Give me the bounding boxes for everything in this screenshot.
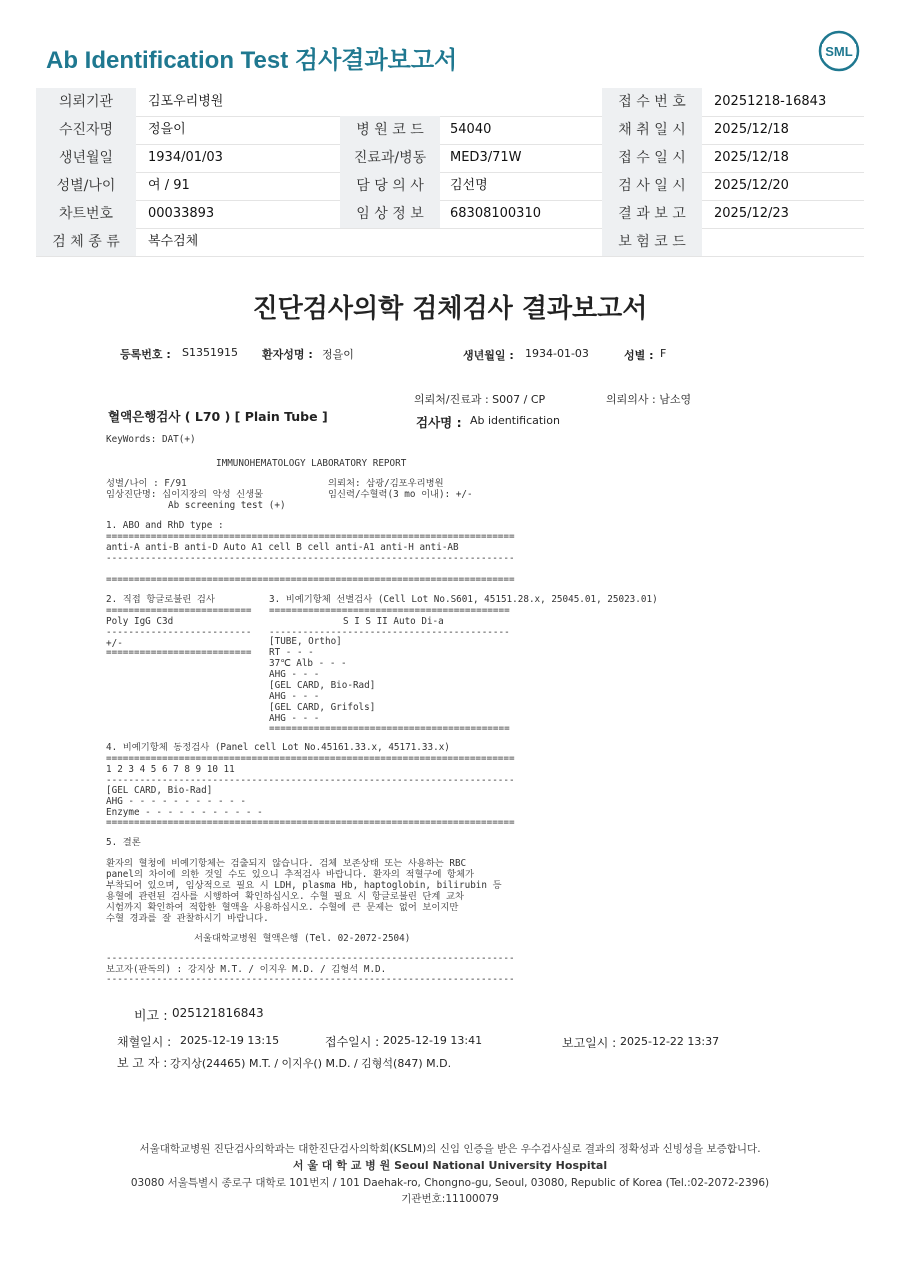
sec4-row: [GEL CARD, Bio-Rad] bbox=[106, 785, 213, 796]
footer-institution-no: 기관번호:11100079 bbox=[401, 1193, 499, 1205]
sec3-title: 3. 비예기항체 선별검사 (Cell Lot No.S601, 45151.28.x, 25045.01, 25023.01) bbox=[269, 594, 658, 605]
patient-label: 환자성명 : bbox=[262, 348, 313, 361]
sec5-title: 5. 결론 bbox=[106, 837, 141, 848]
label-clinical-info: 임 상 정 보 bbox=[340, 200, 440, 228]
pt-diagnosis: 임상진단명: 십이지장의 악성 신생물 bbox=[106, 489, 264, 500]
lab-report-title: IMMUNOHEMATOLOGY LABORATORY REPORT bbox=[216, 458, 407, 469]
label-receipt-no: 접 수 번 호 bbox=[602, 88, 702, 116]
footer-certification: 서울대학교병원 진단검사의학과는 대한진단검사의학회(KSLM)의 신임 인증을 받은 우수검사실로 결과의 정확성과 신빙성을 보증합니다. bbox=[139, 1143, 761, 1155]
sec5-line: 용혈에 관련된 검사를 시행하여 확인하십시오. 수혈 필요 시 항글로불린 단계 교차 bbox=[106, 891, 464, 902]
sec2-sep-eq: ========================== bbox=[106, 605, 252, 616]
report-date-label: 보고일시 : bbox=[562, 1036, 617, 1050]
label-chart-no: 차트번호 bbox=[36, 200, 136, 228]
reporter-sep-top: ------------------------------------------------------------------------- bbox=[106, 953, 515, 964]
dob-label: 생년월일 : bbox=[463, 349, 514, 362]
label-doctor: 담 당 의 사 bbox=[340, 172, 440, 200]
remark-label: 비고 : bbox=[134, 1009, 168, 1024]
dob-value: 1934-01-03 bbox=[525, 347, 589, 360]
collect-label: 채혈일시 : bbox=[117, 1035, 172, 1049]
label-test-date: 검 사 일 시 bbox=[602, 172, 702, 200]
sec1-cols: anti-A anti-B anti-D Auto A1 cell B cell anti-A1 anti-H anti-AB bbox=[106, 542, 459, 553]
dept-text: 의뢰처/진료과 : S007 / CP bbox=[414, 393, 546, 406]
value-insurance-code bbox=[706, 228, 714, 256]
label-patient-name: 수진자명 bbox=[36, 116, 136, 144]
value-receipt-no: 20251218-16843 bbox=[714, 94, 827, 109]
sec4-sep-dash: ------------------------------------------------------------------------- bbox=[106, 775, 515, 786]
page-title: Ab Identification Test 검사결과보고서 bbox=[46, 47, 458, 74]
label-collect-date: 채 취 일 시 bbox=[602, 116, 702, 144]
reporter-label: 보 고 자 : bbox=[117, 1056, 168, 1070]
keywords: KeyWords: DAT(+) bbox=[106, 434, 196, 445]
value-hospital-code: 54040 bbox=[450, 122, 492, 137]
sec4-sep-eq: ========================================================================= bbox=[106, 753, 515, 764]
value-dept: MED3/71W bbox=[450, 150, 522, 165]
sec3-row: [GEL CARD, Bio-Rad] bbox=[269, 680, 376, 691]
sec2-sep-end: ========================== bbox=[106, 647, 252, 658]
value-test-date: 2025/12/20 bbox=[714, 178, 789, 193]
value-clinical-info: 68308100310 bbox=[450, 206, 541, 221]
reporter-sep-bottom: ------------------------------------------------------------------------- bbox=[106, 974, 515, 985]
sec5-line: 환자의 혈청에 비예기항체는 검출되지 않습니다. 검체 보존상태 또는 사용하는 RBC bbox=[106, 858, 467, 869]
label-hospital-code: 병 원 코 드 bbox=[340, 116, 440, 144]
logo-text: SML bbox=[825, 44, 853, 59]
sec3-row: [TUBE, Ortho] bbox=[269, 636, 342, 647]
label-requester: 의뢰기관 bbox=[36, 88, 136, 116]
label-sex-age: 성별/나이 bbox=[36, 172, 136, 200]
reg-value: S1351915 bbox=[182, 346, 238, 359]
value-report-date: 2025/12/23 bbox=[714, 206, 789, 221]
report-title: 진단검사의학 검체검사 결과보고서 bbox=[252, 294, 648, 324]
pt-screening: Ab screening test (+) bbox=[168, 500, 286, 511]
sec2-value: +/- bbox=[106, 638, 123, 649]
value-specimen: 복수검체 bbox=[148, 234, 199, 249]
reg-label: 등록번호 : bbox=[120, 348, 171, 361]
sec3-cols: S I S II Auto Di-a bbox=[343, 616, 444, 627]
collect-value: 2025-12-19 13:15 bbox=[180, 1034, 280, 1047]
info-row bbox=[36, 228, 864, 257]
sec3-row: 37℃ Alb - - - bbox=[269, 658, 347, 669]
report-date-value: 2025-12-22 13:37 bbox=[620, 1035, 720, 1048]
sec3-row: RT - - - bbox=[269, 647, 314, 658]
sec5-line: panel의 차이에 의한 것일 수도 있으니 추적검사 바랍니다. 환자의 적혈구에 항체가 bbox=[106, 869, 474, 880]
sec4-cols: 1 2 3 4 5 6 7 8 9 10 11 bbox=[106, 764, 235, 775]
sec4-title: 4. 비예기항체 동정검사 (Panel cell Lot No.45161.33.x, 45171.33.x) bbox=[106, 742, 450, 753]
patient-value: 정을이 bbox=[322, 348, 354, 361]
test-group: 혈액은행검사 ( L70 ) [ Plain Tube ] bbox=[108, 409, 328, 424]
value-sex-age: 여 / 91 bbox=[148, 178, 190, 193]
value-patient-name: 정을이 bbox=[148, 122, 186, 137]
footer-address: 03080 서울특별시 종로구 대학로 101번지 / 101 Daehak-ro, Chongno-gu, Seoul, 03080, Republic of Korea (Tel.:02-2072-2396) bbox=[130, 1177, 770, 1189]
sml-logo bbox=[818, 30, 860, 72]
sec1-title: 1. ABO and RhD type : bbox=[106, 520, 224, 531]
test-name-label: 검사명 : bbox=[416, 415, 462, 430]
info-row bbox=[36, 116, 864, 145]
sec2-sep-dash: -------------------------- bbox=[106, 627, 252, 638]
value-chart-no: 00033893 bbox=[148, 206, 215, 221]
info-row bbox=[36, 144, 864, 173]
info-row bbox=[36, 200, 864, 229]
info-row bbox=[36, 172, 864, 201]
sec3-row: AHG - - - bbox=[269, 691, 320, 702]
pt-sex-age: 성별/나이 : F/91 bbox=[106, 478, 187, 489]
label-dept: 진료과/병동 bbox=[340, 144, 440, 172]
value-collect-date: 2025/12/18 bbox=[714, 122, 789, 137]
test-name-value: Ab identification bbox=[470, 414, 560, 427]
pt-pregnancy: 임신력/수혈력(3 mo 이내): +/- bbox=[328, 489, 473, 500]
value-requester: 김포우리병원 bbox=[148, 94, 224, 109]
sec1-sep-end: ========================================================================= bbox=[106, 574, 515, 585]
sec2-title: 2. 직접 항글로불린 검사 bbox=[106, 594, 215, 605]
footer-hospital-name: 서 울 대 학 교 병 원 Seoul National University Hospital bbox=[292, 1159, 608, 1172]
value-doctor: 김선명 bbox=[450, 178, 488, 193]
sec3-row: AHG - - - bbox=[269, 669, 320, 680]
label-insurance-code: 보 험 코 드 bbox=[602, 228, 702, 256]
reporter-value: 강지상(24465) M.T. / 이지우() M.D. / 김형석(847) M.D. bbox=[170, 1057, 452, 1070]
sec3-row: AHG - - - bbox=[269, 713, 320, 724]
sex-value: F bbox=[660, 347, 667, 360]
sec5-line: 부착되어 있으며, 임상적으로 필요 시 LDH, plasma Hb, haptoglobin, bilirubin 등 bbox=[106, 880, 502, 891]
info-row bbox=[36, 88, 864, 117]
bloodbank-contact: 서울대학교병원 혈액은행 (Tel. 02-2072-2504) bbox=[194, 933, 411, 944]
sec1-sep-eq: ========================================================================= bbox=[106, 531, 515, 542]
pt-referrer: 의뢰처: 삼광/김포우리병원 bbox=[328, 478, 444, 489]
sec3-sep-dash: ------------------------------------------- bbox=[269, 627, 510, 638]
sec5-line: 수혈 경과를 잘 관찰하시기 바랍니다. bbox=[106, 913, 269, 924]
receipt-value: 2025-12-19 13:41 bbox=[383, 1034, 483, 1047]
label-specimen: 검 체 종 류 bbox=[36, 228, 136, 256]
sec3-sep-end: =========================================== bbox=[269, 723, 510, 734]
sec3-sep-eq: =========================================== bbox=[269, 605, 510, 616]
label-receipt-date: 접 수 일 시 bbox=[602, 144, 702, 172]
sec5-line: 시험까지 확인하여 적합한 혈액을 사용하십시오. 수혈에 큰 문제는 없어 보이지만 bbox=[106, 902, 459, 913]
receipt-label: 접수일시 : bbox=[325, 1035, 380, 1049]
sec4-sep-end: ========================================================================= bbox=[106, 817, 515, 828]
sec4-row: Enzyme - - - - - - - - - - - bbox=[106, 807, 263, 818]
remark-value: 025121816843 bbox=[172, 1006, 264, 1020]
sex-label: 성별 : bbox=[624, 349, 654, 362]
sec1-sep-dash: ------------------------------------------------------------------------- bbox=[106, 553, 515, 564]
sec3-row: [GEL CARD, Grifols] bbox=[269, 702, 376, 713]
sec4-row: AHG - - - - - - - - - - - bbox=[106, 796, 246, 807]
reporter-line: 보고자(판독의) : 강지상 M.T. / 이지우 M.D. / 김형석 M.D. bbox=[106, 964, 387, 975]
doctor-text: 의뢰의사 : 남소영 bbox=[606, 393, 692, 406]
value-dob: 1934/01/03 bbox=[148, 150, 223, 165]
label-dob: 생년월일 bbox=[36, 144, 136, 172]
value-receipt-date: 2025/12/18 bbox=[714, 150, 789, 165]
sec2-cols: Poly IgG C3d bbox=[106, 616, 174, 627]
label-report-date: 결 과 보 고 bbox=[602, 200, 702, 228]
